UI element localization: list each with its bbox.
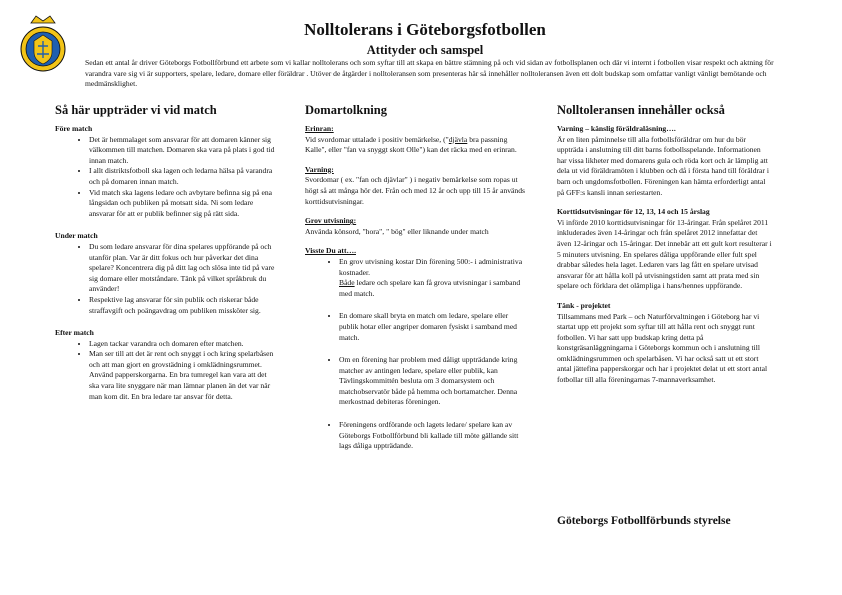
column-also-included: [557, 100, 772, 386]
list-item: • Föreningens ordförande och lagets ledare/ spelare kan av Göteborgs Fotbollförbund bli kallade till möte gällande sitt lags dåliga uppträdande.: [339, 420, 525, 452]
did-you-know-list: [305, 257, 525, 452]
list-item: • Det är hemmalaget som ansvarar för att domaren känner sig välkommen till matchen. Domaren ska vara på plats i god tid innan match.: [89, 135, 275, 167]
subheading-did-you-know: Visste Du att….: [305, 246, 356, 256]
list-item: • I allt distriktsfotboll ska lagen och ledarna hälsa på varandra och på domaren innan match.: [89, 166, 275, 187]
section-heading: Så här uppträder vi vid match: [55, 103, 217, 117]
subheading-during-match: Under match: [55, 231, 98, 241]
list-item: • Respektive lag ansvarar för sin publik och riskerar både straffavgift och poängavdrag om publiken missköter sig.: [89, 295, 275, 316]
subheading-parent-warning: Varning – känslig föräldraläsning….: [557, 124, 676, 133]
list-item: • Man ser till att det är rent och snyggt i och kring spelarbåsen och att man gjort en grovstädning i omklädningsrummet. Använd papperskorgarna. En bra tumregel kan vara att det ska vara lite snyggare när man lämnar planen än det var när man kom dit. En bra ledare tar ansvar för detta.: [89, 349, 275, 402]
during-match-list: [55, 242, 275, 316]
gross-dismissal-text: Använda könsord, "hora", " bög" eller liknande under match: [305, 226, 489, 236]
short-dismissals-text: Vi införde 2010 korttidsutvisningar för 13-åringar. Från spelåret 2011 inkluderades även 14-åringar och från spelåret 2012 innefattar det även 12-åringar och 15-åringar. Det innebär att ett gult kort resulterar i 5 minuters utvisning. En spelares dåliga uppförande eller fult spel drabbar således hela laget. Ledaren vars lag fått en spelare utvisad ansvarar för att hålla koll på utvisningstiden samt att prata med sin spelare och förklara det olämpliga i hans/hennes uppförande.: [557, 217, 772, 291]
list-item: • En domare skall bryta en match om ledare, spelare eller publik hotar eller angriper domaren fysiskt i samband med match.: [339, 311, 525, 343]
subheading-warning: Varning:: [305, 164, 334, 174]
intro-paragraph: Sedan ett antal år driver Göteborgs Fotbollförbund ett arbete som vi kallar nolltolerans och som syftar till att skapa en bättre stämning på och vid sidan av fotbollsplanen och där vi internt i fotbollen visar respekt och aktning för varandra vare sig vi är supporters, spelare, ledare, domare eller föräldrar . Utöver de åtgärder i nolltoleransen som presenteras här så innehåller nolltoleransen även ett dolt budskap som omfattar vanligt vänligt bemötande och medmänsklighet.: [85, 58, 774, 89]
after-match-list: [55, 339, 275, 403]
column-match-conduct: [55, 100, 275, 402]
warning-text: Svordomar ( ex. "fan och djävlar" ) i negativ bemärkelse som ropas ut högt så att många hör det. Från och med 12 år och upp till 15 år används korttidsutvisningar.: [305, 175, 525, 206]
column-referee-interpretation: [305, 100, 525, 452]
list-item: • En grov utvisning kostar Din förening 500:- i administrativa kostnader. Både ledare och spelare kan få grova utvisningar i samband med match.: [339, 257, 525, 299]
subheading-short-dismissals: Korttidsutvisningar för 12, 13, 14 och 15 årslag: [557, 207, 710, 217]
section-heading: Nolltoleransen innehåller också: [557, 103, 725, 117]
list-item: • Om en förening har problem med dåligt uppträdande kring matcher av antingen ledare, spelare eller publik, kan Tävlingskommittén besluta om 3 domarsystem och matchobservatör både på hemma och bortamatcher. Denna merkostnad debiteras föreningen.: [339, 355, 525, 408]
subheading-gross-dismissal: Grov utvisning:: [305, 216, 357, 226]
board-signature: Göteborgs Fotbollförbunds styrelse: [557, 515, 731, 527]
subheading-after-match: Efter match: [55, 328, 94, 338]
reminder-text: Vid svordomar uttalade i positiv bemärkelse, ("djävla bra passning Kalle", eller "fan va snyggt skott Olle") kan det räcka med en erinran.: [305, 134, 517, 155]
page-title: Nolltolerans i Göteborgsfotbollen: [304, 20, 546, 39]
section-heading: Domartolkning: [305, 103, 387, 117]
list-item: • Vid match ska lagens ledare och avbytare befinna sig på ena långsidan och publiken på motsatt sida. Ni som ledare ansvarar för att er publik befinner sig på rätt sida.: [89, 188, 275, 220]
list-item: • Lagen tackar varandra och domaren efter matchen.: [89, 339, 275, 350]
subheading-before-match: Före match: [55, 124, 93, 133]
parent-warning-text: Är en liten påminnelse till alla fotbollsföräldrar om hur du bör uppträda i anslutning till ditt barns fotbollsspelande. Informationen har vissa likheter med domarens gula och röda kort och är lämplig att dela ut vid föräldramöten i klubben och då i första hand till föräldrar i barn och ungdomsfotbollen. Föreningen kan hämta erforderligt antal på GFF:s kansli innan seriestarten.: [557, 134, 769, 197]
subheading-reminder: Erinran:: [305, 124, 334, 133]
association-crest-icon: [18, 14, 68, 74]
think-project-text: Tillsammans med Park – och Naturförvaltningen i Göteborg har vi startat upp ett projekt som syftar till att hålla rent och snyggt runt fotbollen. Vi har satt upp budskap kring detta på konstgräsanläggningarna i Göteborgs kommun och i anslutning till omklädningsrummen och spelarbåsen. Vi har också satt ut ett stort antal jättefina papperskorgar och har i projektet delat ut ett stort antal fotbollar till alla föreningarnas 7-mannaverksamhet.: [557, 311, 768, 385]
before-match-list: [55, 135, 275, 220]
subheading-think-project: Tänk - projektet: [557, 300, 611, 310]
list-item: • Du som ledare ansvarar för dina spelares uppförande på och utanför plan. Var är ditt fokus och hur påverkar det dina spelare? Koncentrera dig på ditt lag och slösa inte tid på vare sig domare eller motståndare. Tänk på vilket språkbruk du använder!: [89, 242, 275, 295]
page-subtitle: Attityder och samspel: [366, 43, 484, 57]
